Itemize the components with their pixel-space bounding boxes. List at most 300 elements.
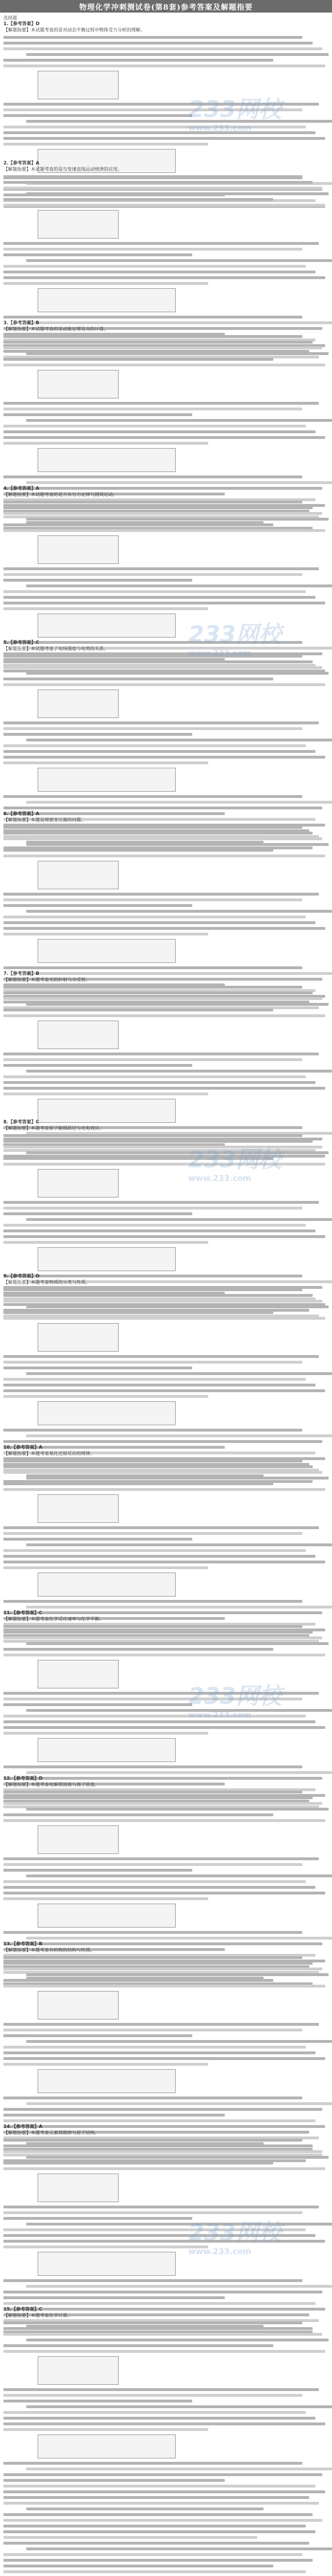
formula-figure bbox=[38, 768, 176, 792]
text-line bbox=[3, 137, 325, 140]
text-line bbox=[3, 2553, 302, 2556]
answer-line: 12.【参考答案】D bbox=[3, 1776, 43, 1781]
text-line bbox=[3, 733, 192, 736]
text-line bbox=[3, 2150, 322, 2153]
text-line bbox=[3, 1654, 325, 1656]
text-line bbox=[3, 1979, 273, 1982]
text-line bbox=[3, 1796, 313, 1799]
text-line bbox=[3, 916, 306, 918]
watermark-logo: 233网校 www.233.com bbox=[188, 96, 282, 133]
text-line bbox=[3, 276, 325, 279]
text-line bbox=[3, 1224, 306, 1227]
text-line bbox=[3, 567, 319, 570]
text-line bbox=[3, 904, 192, 907]
text-line bbox=[3, 2530, 315, 2533]
explanation-text: 【解题指要】本题考查元素周期律与原子结构。 bbox=[3, 2130, 99, 2135]
text-line bbox=[3, 425, 306, 428]
text-line bbox=[26, 1305, 329, 1308]
text-line bbox=[26, 2040, 332, 2043]
text-line bbox=[3, 1765, 302, 1768]
text-line bbox=[3, 1819, 325, 1822]
text-line bbox=[3, 1968, 322, 1970]
text-line bbox=[3, 1157, 273, 1160]
formula-figure bbox=[38, 1738, 176, 1762]
text-line bbox=[3, 442, 208, 445]
answer-line: 9.【参考答案】D bbox=[3, 1273, 40, 1279]
text-line bbox=[3, 2327, 313, 2330]
text-line bbox=[3, 2542, 309, 2545]
text-line bbox=[3, 1440, 322, 1443]
text-line bbox=[26, 739, 332, 741]
text-line bbox=[3, 1378, 306, 1381]
text-line bbox=[3, 143, 208, 146]
text-line bbox=[3, 1163, 325, 1166]
text-line bbox=[3, 1241, 208, 1244]
text-line bbox=[3, 2536, 257, 2539]
text-line bbox=[3, 2321, 302, 2324]
text-line bbox=[3, 2333, 322, 2336]
text-line bbox=[3, 1732, 208, 1735]
formula-figure bbox=[38, 690, 119, 718]
text-line bbox=[3, 1555, 315, 1558]
watermark-logo: 233网校 www.233.com bbox=[188, 1683, 282, 1720]
section-label: 选择题 bbox=[3, 15, 17, 21]
text-line bbox=[3, 341, 313, 344]
answer-line: 1.【参考答案】D bbox=[3, 21, 40, 26]
text-line bbox=[3, 204, 325, 207]
text-line bbox=[3, 1014, 325, 1017]
watermark-logo: 233网校 www.233.com bbox=[188, 1147, 282, 1183]
text-line bbox=[3, 248, 302, 251]
text-line bbox=[3, 1294, 313, 1297]
text-line bbox=[3, 1471, 322, 1474]
text-line bbox=[3, 660, 313, 663]
text-line bbox=[3, 529, 325, 532]
text-line bbox=[3, 2144, 313, 2147]
formula-figure bbox=[38, 2252, 176, 2276]
text-line bbox=[3, 1549, 306, 1552]
text-line bbox=[3, 2167, 325, 2170]
text-line bbox=[3, 1692, 319, 1695]
text-line bbox=[3, 1956, 302, 1959]
answer-line: 10.【参考答案】A bbox=[3, 1445, 43, 1450]
text-line bbox=[3, 1058, 302, 1061]
text-line bbox=[3, 750, 315, 753]
text-line bbox=[26, 1642, 329, 1645]
text-line bbox=[3, 602, 325, 604]
formula-figure bbox=[38, 1573, 176, 1597]
answer-line: 6.【参考答案】A bbox=[3, 811, 39, 816]
text-line bbox=[3, 475, 302, 478]
text-line bbox=[3, 795, 302, 798]
text-line bbox=[3, 2525, 306, 2527]
text-line bbox=[3, 1384, 315, 1386]
formula-figure bbox=[38, 1825, 119, 1854]
text-line bbox=[26, 2508, 264, 2510]
text-line bbox=[3, 579, 192, 582]
text-line bbox=[3, 1962, 313, 1965]
formula-figure bbox=[38, 861, 119, 889]
text-line bbox=[3, 1726, 325, 1729]
text-line bbox=[3, 2490, 325, 2493]
text-line bbox=[26, 2468, 332, 2470]
text-line bbox=[3, 1482, 273, 1485]
text-line bbox=[3, 596, 315, 599]
text-line bbox=[3, 1064, 192, 1067]
text-line bbox=[26, 1937, 332, 1940]
text-line bbox=[3, 966, 302, 969]
formula-figure bbox=[38, 1323, 119, 1352]
text-line bbox=[3, 986, 302, 989]
text-line bbox=[3, 921, 315, 924]
text-line bbox=[3, 2279, 302, 2282]
explanation-text: 【解题指要】本试题考查的是动能定理及功的计算。 bbox=[3, 326, 108, 332]
answer-line: 11.【参考答案】C bbox=[3, 1610, 43, 1615]
explanation-text: 【解题指要】本题考查电解质溶液与离子浓度。 bbox=[3, 1782, 99, 1787]
text-line bbox=[3, 1229, 315, 1232]
text-line bbox=[3, 1526, 319, 1529]
formula-figure bbox=[38, 1494, 119, 1523]
formula-figure bbox=[38, 2356, 119, 2385]
formula-figure bbox=[38, 1660, 119, 1688]
text-line bbox=[26, 1070, 332, 1073]
watermark-logo: 233网校 www.233.com bbox=[188, 622, 282, 658]
text-line bbox=[3, 1395, 208, 1398]
text-line bbox=[3, 402, 319, 405]
formula-figure bbox=[38, 2069, 176, 2093]
text-line bbox=[3, 2234, 315, 2237]
text-line bbox=[3, 721, 319, 724]
text-line bbox=[3, 2350, 325, 2353]
text-line bbox=[3, 59, 273, 62]
formula-figure bbox=[38, 370, 119, 398]
text-line bbox=[3, 1886, 315, 1889]
text-line bbox=[3, 807, 322, 809]
text-line bbox=[26, 1874, 332, 1877]
text-line bbox=[3, 1134, 302, 1137]
text-line bbox=[3, 2228, 306, 2231]
text-line bbox=[3, 898, 302, 901]
text-line bbox=[3, 678, 273, 680]
text-line bbox=[3, 1093, 208, 1095]
explanation-text: 【解题指要】本题考查原子能级跃迁与光电效应。 bbox=[3, 1126, 104, 1131]
text-line bbox=[3, 2473, 322, 2476]
text-line bbox=[26, 2285, 332, 2288]
explanation-text: 【解题指要】本题考查光的折射与全反射。 bbox=[3, 977, 90, 982]
text-line bbox=[3, 1429, 302, 1432]
text-line bbox=[26, 801, 332, 804]
formula-figure bbox=[38, 1904, 176, 1928]
text-line bbox=[26, 2223, 332, 2226]
text-line bbox=[26, 120, 332, 123]
text-line bbox=[3, 2417, 315, 2420]
text-line bbox=[3, 47, 322, 50]
text-line bbox=[26, 1606, 332, 1609]
answer-line: 14.【参考答案】A bbox=[3, 2124, 43, 2129]
text-line bbox=[26, 192, 329, 195]
text-line bbox=[3, 2217, 192, 2220]
text-line bbox=[26, 910, 332, 913]
text-line bbox=[3, 1538, 192, 1541]
text-line bbox=[26, 2102, 332, 2105]
text-line bbox=[3, 126, 306, 128]
text-line bbox=[3, 1600, 302, 1603]
text-line bbox=[3, 1140, 313, 1143]
text-line bbox=[3, 2139, 302, 2142]
text-line bbox=[3, 2513, 313, 2516]
text-line bbox=[3, 501, 302, 503]
text-line bbox=[3, 1146, 322, 1148]
explanation-text: 【解题指要】本试题考查了电场强度与电势的关系。 bbox=[3, 646, 108, 651]
text-line bbox=[3, 666, 322, 669]
answer-line: 8.【参考答案】C bbox=[3, 1119, 39, 1124]
text-line bbox=[3, 2570, 306, 2573]
text-line bbox=[3, 1892, 325, 1894]
text-line bbox=[3, 103, 319, 106]
formula-figure bbox=[38, 288, 176, 312]
title-banner bbox=[0, 0, 332, 13]
text-line bbox=[3, 436, 325, 439]
formula-figure bbox=[38, 1991, 119, 2019]
text-line bbox=[3, 506, 313, 509]
text-line bbox=[3, 2246, 208, 2248]
text-line bbox=[3, 2211, 302, 2214]
text-line bbox=[3, 2206, 319, 2208]
text-line bbox=[3, 683, 325, 686]
text-line bbox=[3, 2097, 302, 2099]
text-line bbox=[3, 1636, 322, 1639]
text-line bbox=[3, 1561, 325, 1563]
text-line bbox=[26, 2547, 332, 2550]
formula-figure bbox=[38, 1169, 119, 1198]
text-line bbox=[3, 2034, 192, 2037]
text-line bbox=[3, 2559, 313, 2562]
text-line bbox=[3, 1081, 315, 1084]
text-line bbox=[3, 1698, 302, 1700]
explanation-body bbox=[3, 2321, 329, 2573]
text-line bbox=[3, 2291, 322, 2293]
formula-figure bbox=[38, 71, 119, 99]
text-line bbox=[3, 832, 313, 835]
text-line bbox=[3, 1317, 325, 1320]
text-line bbox=[3, 1361, 302, 1364]
text-line bbox=[3, 1087, 325, 1090]
answer-line: 15.【参考答案】C bbox=[3, 2307, 43, 2312]
text-line bbox=[3, 2114, 225, 2117]
text-line bbox=[26, 1973, 329, 1976]
text-line bbox=[3, 2485, 315, 2488]
text-line bbox=[3, 1703, 192, 1706]
text-line bbox=[3, 1720, 315, 1723]
answer-line: 5.【参考答案】C bbox=[3, 640, 39, 645]
explanation-text: 【解题指要】本题考查物质的分类与性质。 bbox=[3, 1280, 90, 1285]
text-line bbox=[3, 991, 313, 994]
text-line bbox=[3, 2462, 302, 2465]
text-line bbox=[3, 927, 325, 930]
text-line bbox=[3, 36, 302, 39]
formula-figure bbox=[38, 1247, 176, 1271]
text-line bbox=[3, 2240, 325, 2243]
explanation-text: 【解题指要】本试题考查的是万有引力定律与圆周运动。 bbox=[3, 492, 118, 497]
text-line bbox=[3, 2057, 325, 2060]
text-line bbox=[3, 2400, 192, 2402]
text-line bbox=[26, 1003, 329, 1006]
text-line bbox=[3, 837, 322, 840]
text-line bbox=[3, 2519, 322, 2522]
answer-line: 7.【参考答案】B bbox=[3, 971, 39, 976]
text-line bbox=[3, 2108, 322, 2111]
text-line bbox=[26, 1477, 329, 1480]
text-line bbox=[3, 997, 322, 1000]
text-line bbox=[3, 1985, 325, 1988]
watermark-logo: 233网校 www.233.com bbox=[188, 2220, 282, 2256]
text-line bbox=[3, 2051, 315, 2054]
text-line bbox=[3, 2046, 306, 2049]
text-line bbox=[3, 42, 313, 45]
text-line bbox=[3, 2496, 309, 2499]
text-line bbox=[3, 2296, 225, 2299]
explanation-text: 【解题指要】本题考查化学反应速率与化学平衡。 bbox=[3, 1616, 104, 1622]
text-line bbox=[3, 181, 313, 184]
text-line bbox=[3, 1300, 322, 1303]
text-line bbox=[3, 2063, 208, 2066]
text-line bbox=[3, 1311, 273, 1314]
formula-figure bbox=[38, 535, 119, 564]
text-line bbox=[3, 242, 319, 245]
text-line bbox=[3, 175, 302, 178]
explanation-body bbox=[3, 2139, 329, 2333]
text-line bbox=[26, 518, 329, 521]
text-line bbox=[3, 358, 273, 361]
text-line bbox=[26, 1808, 329, 1811]
text-line bbox=[3, 335, 302, 338]
text-line bbox=[3, 893, 319, 896]
text-line bbox=[3, 1366, 192, 1369]
explanation-text: 【解题指要】本题考查有机物的结构与性质。 bbox=[3, 1948, 95, 1953]
text-line bbox=[3, 1389, 325, 1392]
text-line bbox=[3, 1355, 319, 1358]
text-line bbox=[3, 1857, 319, 1860]
text-line bbox=[3, 1053, 319, 1055]
text-line bbox=[3, 590, 306, 593]
text-line bbox=[26, 1372, 332, 1375]
text-line bbox=[3, 756, 325, 759]
text-line bbox=[3, 512, 322, 515]
text-line bbox=[3, 1488, 325, 1491]
text-line bbox=[3, 1625, 302, 1628]
formula-figure bbox=[38, 1021, 119, 1049]
text-line bbox=[3, 1207, 302, 1210]
text-line bbox=[3, 761, 208, 764]
text-line bbox=[3, 1880, 306, 1883]
text-line bbox=[26, 1709, 332, 1712]
text-line bbox=[3, 826, 302, 829]
text-line bbox=[3, 316, 302, 319]
text-line bbox=[3, 64, 325, 67]
text-line bbox=[3, 727, 302, 730]
text-line bbox=[3, 2344, 273, 2347]
answer-line: 2.【参考答案】A bbox=[3, 160, 39, 166]
text-line bbox=[3, 1465, 313, 1468]
text-line bbox=[3, 1288, 302, 1291]
text-line bbox=[3, 1631, 313, 1634]
text-line bbox=[3, 607, 208, 610]
text-line bbox=[3, 1235, 325, 1238]
text-line bbox=[3, 408, 302, 410]
text-line bbox=[3, 253, 192, 256]
text-line bbox=[3, 1201, 319, 1204]
text-line bbox=[3, 1566, 208, 1569]
text-line bbox=[3, 2029, 302, 2031]
text-line bbox=[3, 2422, 325, 2425]
text-line bbox=[3, 2394, 302, 2397]
text-line bbox=[3, 1931, 302, 1934]
text-line bbox=[3, 430, 315, 433]
formula-figure bbox=[38, 448, 176, 472]
text-line bbox=[3, 1813, 273, 1816]
text-line bbox=[3, 1460, 302, 1462]
text-line bbox=[3, 573, 302, 576]
text-line bbox=[26, 843, 329, 846]
text-line bbox=[3, 1212, 192, 1215]
text-line bbox=[3, 2411, 306, 2414]
text-line bbox=[3, 108, 302, 111]
text-line bbox=[26, 1151, 329, 1154]
explanation-text: 【解题指要】本试题考查的是对动态平衡过程中物体受力分析的理解。 bbox=[3, 27, 145, 33]
text-line bbox=[26, 352, 329, 355]
text-line bbox=[26, 1218, 332, 1221]
text-line bbox=[3, 2023, 319, 2026]
text-line bbox=[3, 655, 302, 658]
text-line bbox=[26, 481, 332, 484]
text-line bbox=[3, 114, 192, 117]
text-line bbox=[3, 2428, 208, 2431]
text-line bbox=[3, 1009, 273, 1011]
text-line bbox=[3, 2119, 315, 2122]
formula-figure bbox=[38, 2434, 176, 2458]
text-line bbox=[3, 1075, 306, 1078]
answer-line: 3.【参考答案】B bbox=[3, 320, 39, 325]
text-line bbox=[3, 364, 325, 366]
text-line bbox=[3, 1897, 208, 1900]
formula-figure bbox=[38, 2174, 119, 2202]
text-line bbox=[26, 259, 332, 262]
text-line bbox=[3, 1791, 302, 1793]
text-line bbox=[26, 2339, 329, 2341]
text-line bbox=[3, 131, 315, 134]
text-line bbox=[3, 2302, 315, 2305]
text-line bbox=[26, 2156, 329, 2159]
text-line bbox=[3, 346, 322, 349]
explanation-text: 【解题指要】本题是理想变压器的问题。 bbox=[3, 817, 86, 823]
text-line bbox=[3, 744, 306, 747]
explanation-text: 【解题指要】本题考查化学计算。 bbox=[3, 2313, 72, 2318]
formula-figure bbox=[38, 1401, 176, 1425]
answer-line: 13.【参考答案】B bbox=[3, 1941, 43, 1946]
formula-figure bbox=[38, 939, 176, 963]
text-line bbox=[26, 419, 332, 422]
question-block bbox=[3, 2123, 329, 2336]
text-line bbox=[26, 1771, 332, 1774]
text-line bbox=[26, 584, 332, 587]
text-line bbox=[3, 523, 273, 526]
text-line bbox=[3, 1715, 306, 1718]
text-line bbox=[3, 1802, 322, 1805]
question-block bbox=[3, 2306, 329, 2576]
text-line bbox=[3, 2162, 273, 2164]
text-line bbox=[3, 2479, 225, 2482]
text-line bbox=[3, 933, 208, 936]
